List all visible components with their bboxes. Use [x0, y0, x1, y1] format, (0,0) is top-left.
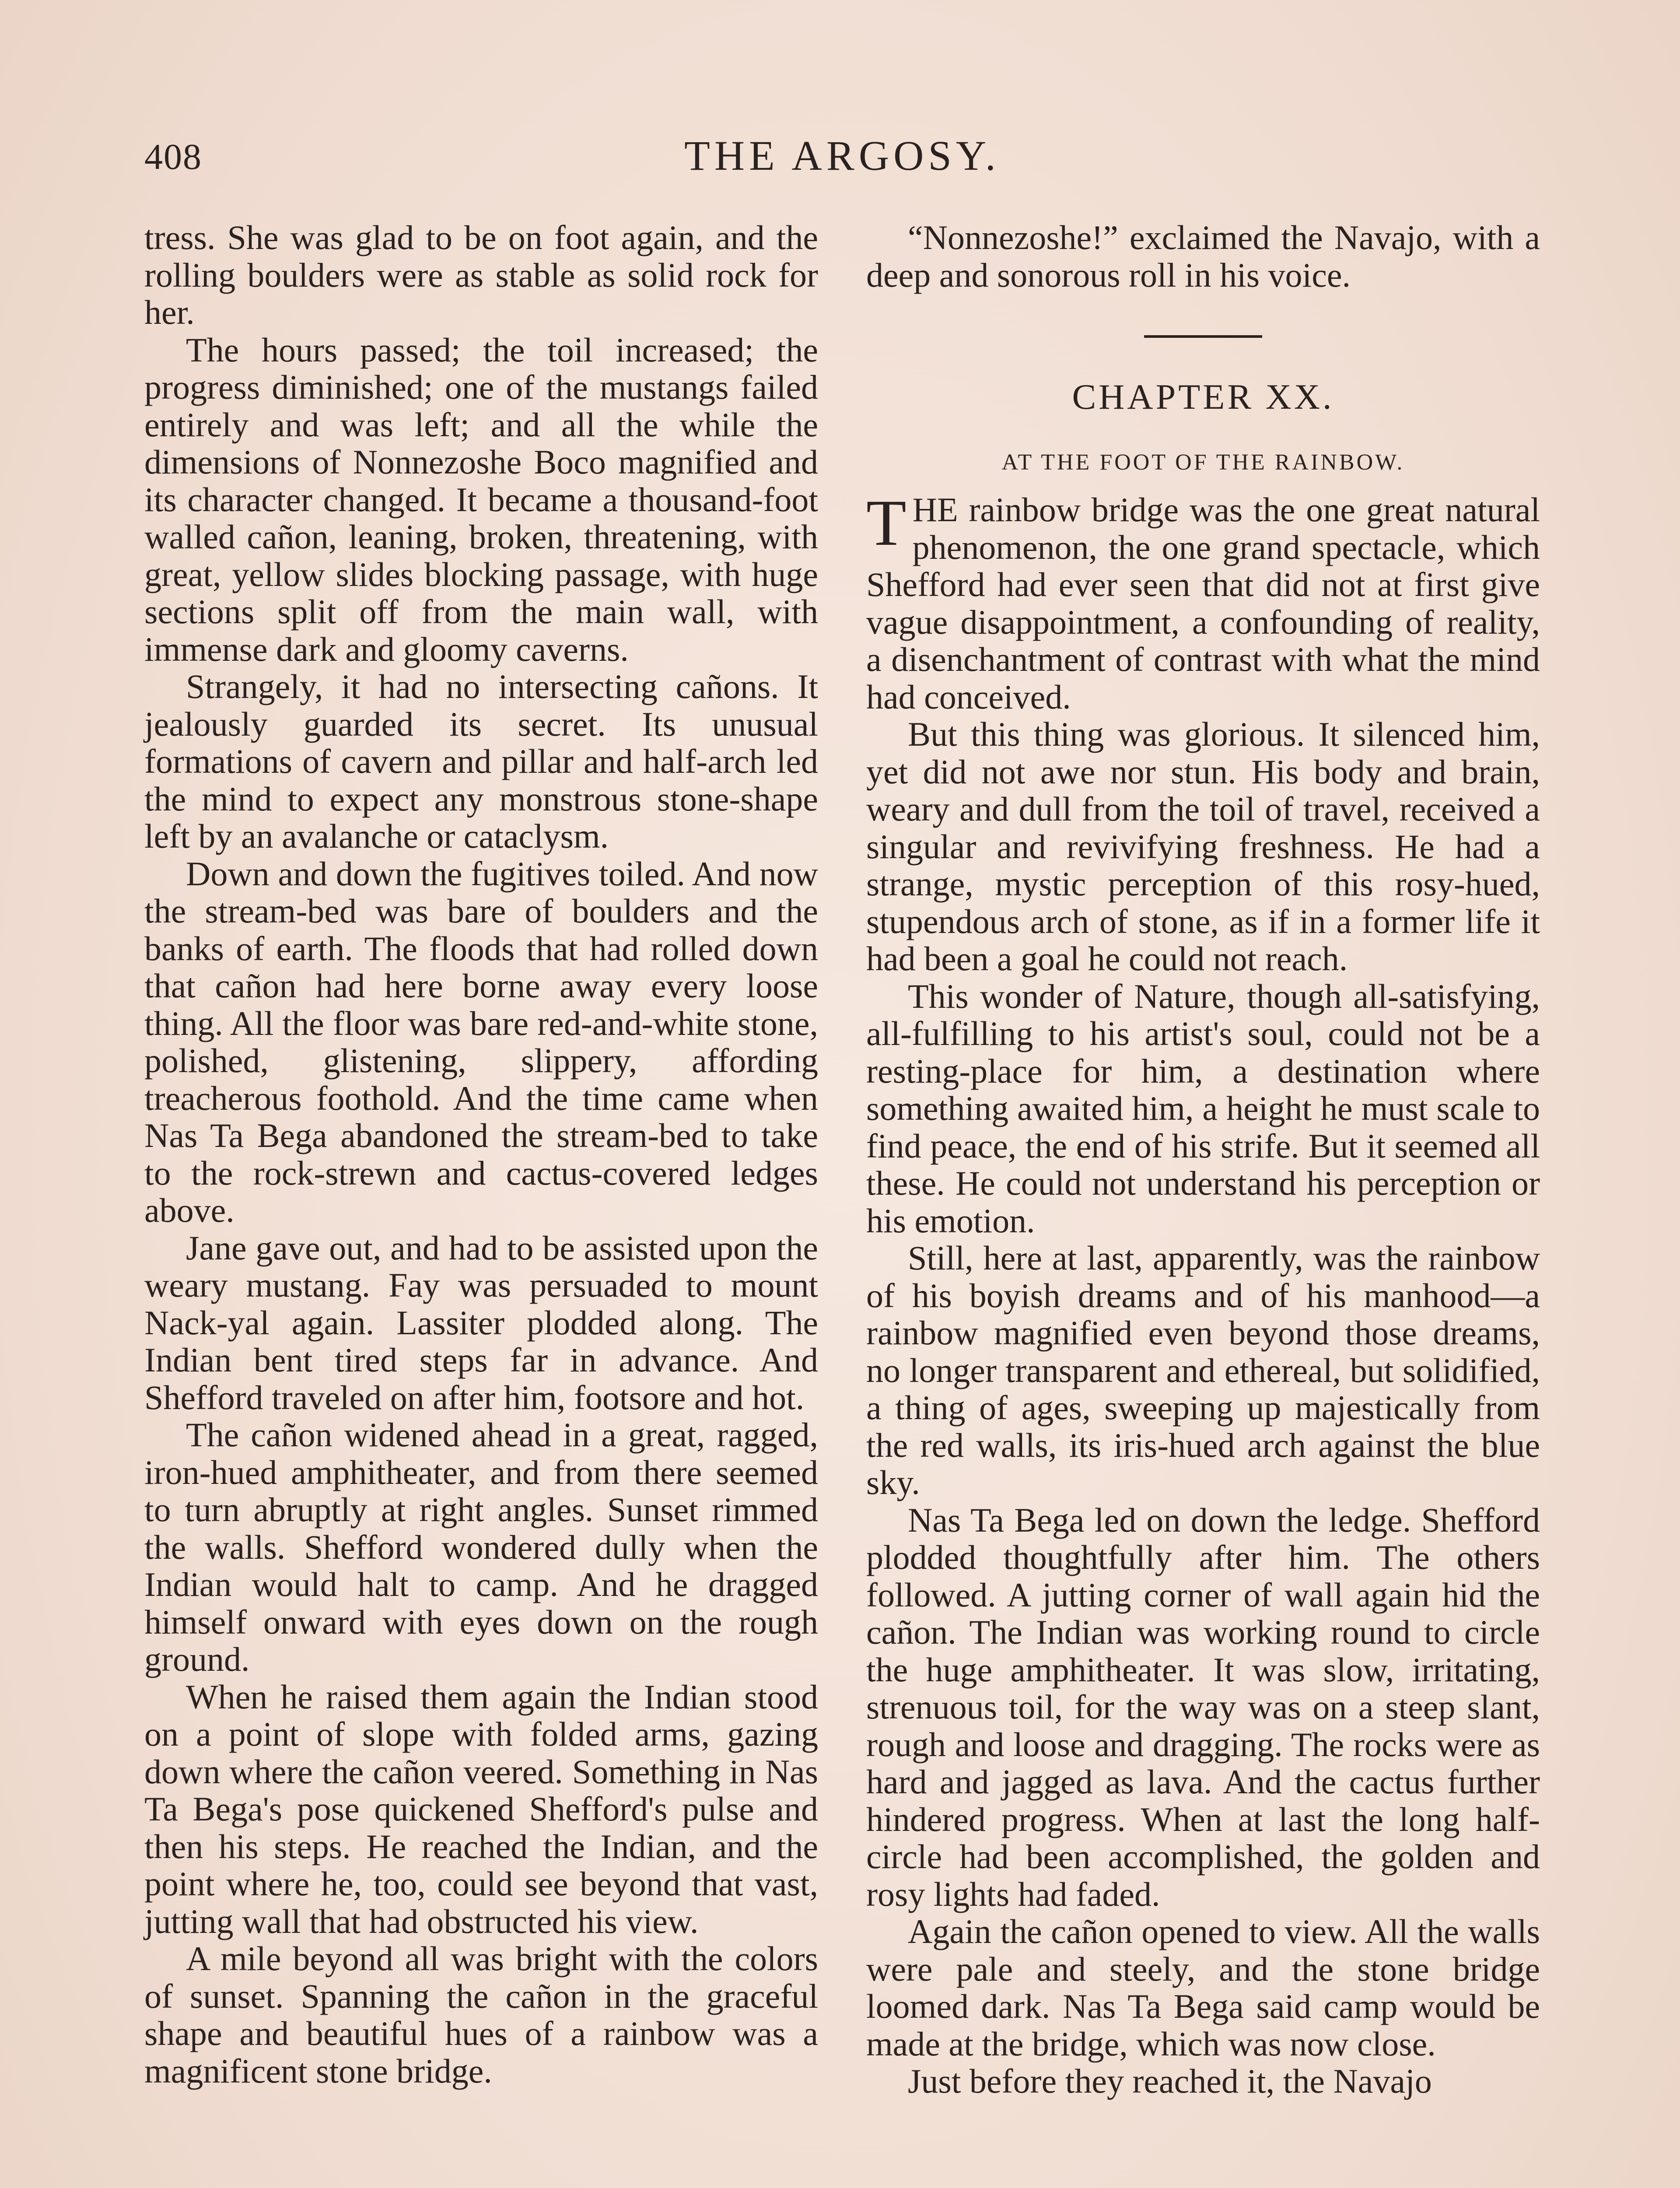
chapter-opening-paragraph: [866, 487, 1540, 716]
chapter-title: CHAPTER XX.: [1072, 377, 1334, 417]
paragraph: This wonder of Nature, though all-satisfying, all-fulfilling to his artist's soul, could not be a resting-place for him, a destination where something awaited him, a height he must scale to find peace, the end of his strife. But it seemed all these. He could not understand his perception or his emotion.: [866, 977, 1540, 1240]
chapter-subtitle: AT THE FOOT OF THE RAINBOW.: [1001, 450, 1405, 475]
paragraph: But this thing was glorious. It silenced him, yet did not awe nor stun. His body and brain, weary and dull from the toil of travel, received a singular and revivifying freshness. He had a strange, mystic perception of this rosy-hued, stupendous arch of stone, as if in a former life it had been a goal he could not reach.: [866, 715, 1540, 978]
paragraph: A mile beyond all was bright with the colors of sunset. Spanning the cañon in the graceful shape and beautiful hues of a rainbow was a magnificent stone bridge.: [144, 1939, 818, 2090]
paragraph: The cañon widened ahead in a great, ragged, iron-hued amphitheater, and from there seemed to turn abruptly at right angles. Sunset rimmed the walls. Shefford wondered dully when the Indian would halt to camp. And he dragged himself onward with eyes down on the rough ground.: [144, 1416, 818, 1678]
paragraph: Down and down the fugitives toiled. And now the stream-bed was bare of boulders and the banks of earth. The floods that had rolled down that cañon had here borne away every loose thing. All the floor was bare red-and-white stone, polished, glistening, slippery, affording treacherous foothold. And the time came when Nas Ta Bega abandoned the stream-bed to take to the rock-strewn and cactus-covered ledges above.: [144, 854, 818, 1229]
paragraph: Just before they reached it, the Navajo: [908, 2062, 1432, 2100]
paragraph: Still, here at last, apparently, was the rainbow of his boyish dreams and of his manhood—a rainbow magnified even beyond those dreams, no longer transparent and ethereal, but solidified, a thing of ages, sweeping up majestically from the red walls, its iris-hued arch against the blue sky.: [866, 1239, 1540, 1501]
paragraph: Again the cañon opened to view. All the walls were pale and steely, and the stone bridge loomed dark. Nas Ta Bega said camp would be made at the bridge, which was now close.: [866, 1912, 1540, 2063]
page-number: 408: [144, 137, 202, 177]
paragraph: Jane gave out, and had to be assisted upon the weary mustang. Fay was persuaded to mount Nack-yal again. Lassiter plodded along. The Indian bent tired steps far in advance. And Shefford traveled on after him, footsore and hot.: [144, 1228, 818, 1417]
right-column: [866, 219, 1540, 2100]
drop-cap: T: [866, 487, 906, 559]
section-divider: [1144, 335, 1262, 338]
paragraph: Strangely, it had no intersecting cañons. It jealously guarded its secret. Its unusual formations of cavern and pillar and half-arch led the mind to expect any monstrous stone-shape left by an avalanche or cataclysm.: [144, 667, 818, 855]
left-column: [144, 219, 818, 2090]
page-header: [144, 131, 1540, 188]
paragraph: tress. She was glad to be on foot again, and the rolling boulders were as stable as solid rock for her.: [144, 218, 818, 331]
paragraph: The hours passed; the toil increased; the progress diminished; one of the mustangs failed entirely and was left; and all the while the dimensions of Nonnezoshe Boco magnified and its character changed. It became a thousand-foot walled cañon, leaning, broken, threatening, with great, yellow slides blocking passage, with huge sections split off from the main wall, with immense dark and gloomy caverns.: [144, 330, 818, 668]
running-title: THE ARGOSY.: [684, 132, 1000, 179]
paragraph: “Nonnezoshe!” exclaimed the Navajo, with a deep and sonorous roll in his voice.: [866, 218, 1540, 294]
opening-text: HE rainbow bridge was the one great natural phenomenon, the one grand spectacle, which Shefford had ever seen that did not at first give vague disappointment, a confounding of reality, a disenchantment of contrast with what the mind had conceived.: [866, 491, 1540, 716]
paragraph: When he raised them again the Indian stood on a point of slope with folded arms, gazing down where the cañon veered. Something in Nas Ta Bega's pose quickened Shefford's pulse and then his steps. He reached the Indian, and the point where he, too, could see beyond that vast, jutting wall that had obstructed his view.: [144, 1677, 818, 1940]
paragraph: Nas Ta Bega led on down the ledge. Shefford plodded thoughtfully after him. The others followed. A jutting corner of wall again hid the cañon. The Indian was working round to circle the huge amphitheater. It was slow, irritating, strenuous toil, for the way was on a steep slant, rough and loose and dragging. The rocks were as hard and jagged as lava. And the cactus further hindered progress. When at last the long half-circle had been accomplished, the golden and rosy lights had faded.: [866, 1501, 1540, 1913]
